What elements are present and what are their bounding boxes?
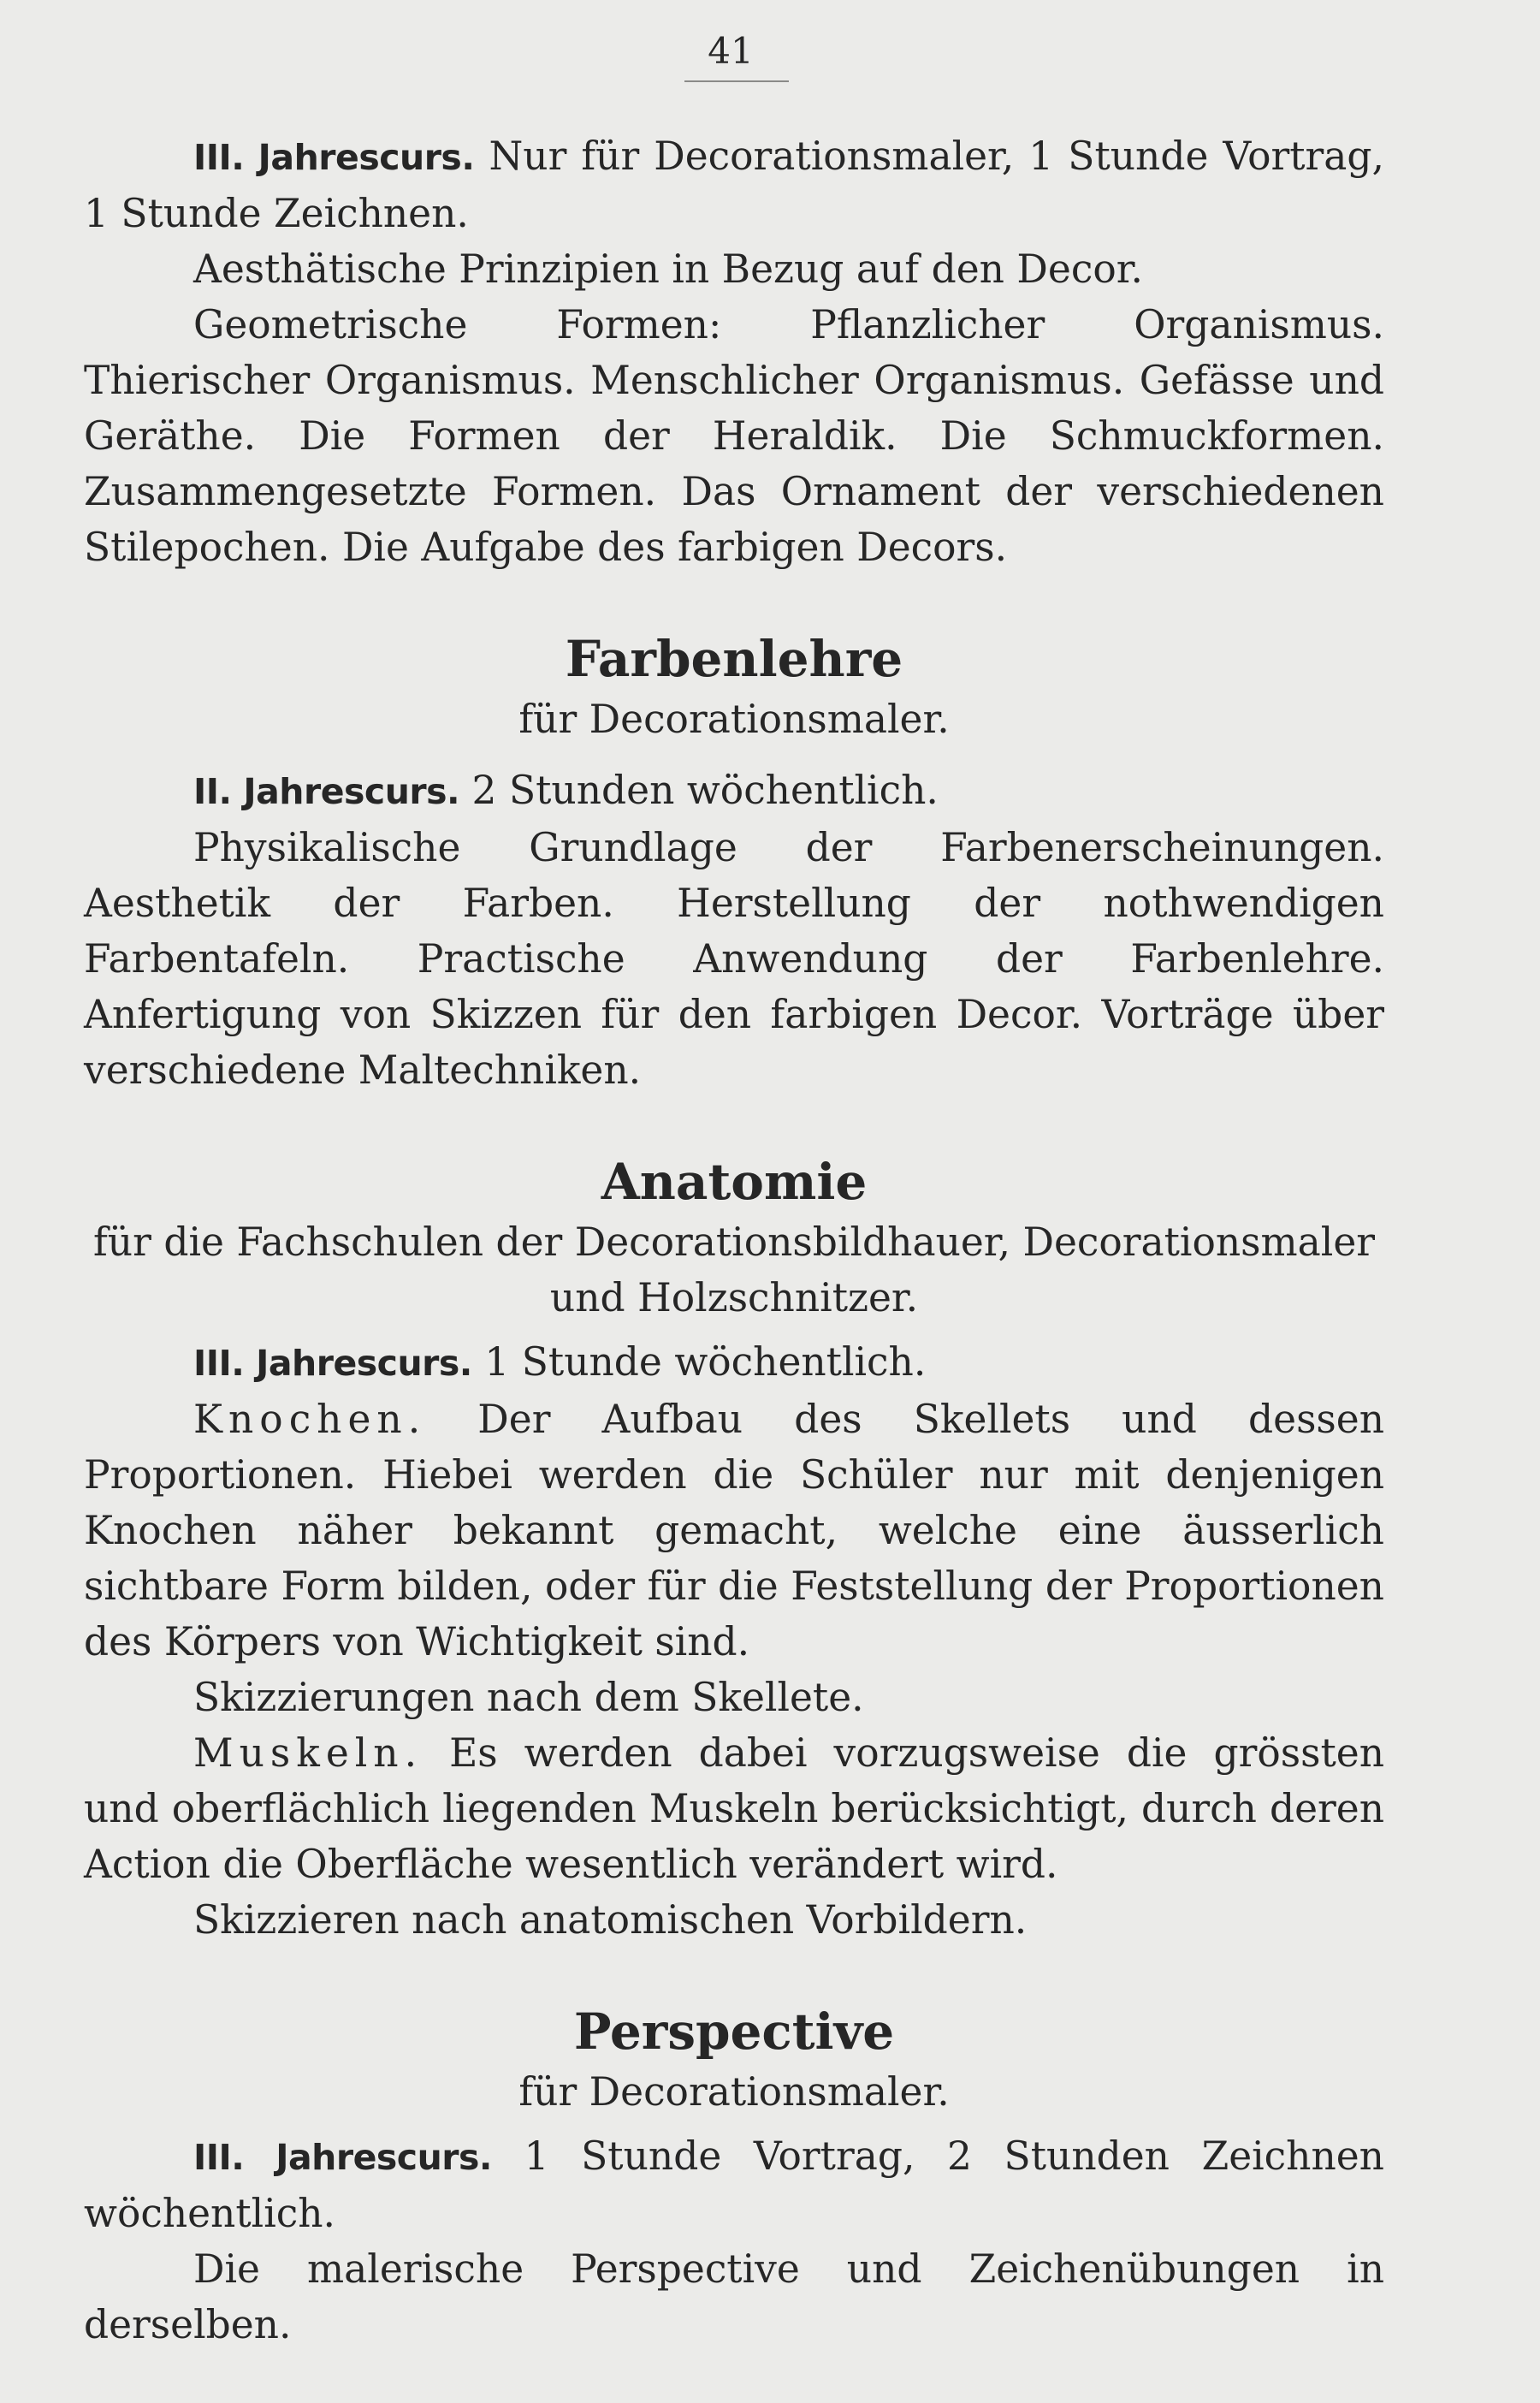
section-subheading-perspective: für Decorationsmaler.	[518, 2069, 950, 2115]
section-subheading-farbenlehre: für Decorationsmaler.	[518, 697, 950, 742]
paragraph-knochen	[84, 1391, 1384, 1670]
section-heading-farbenlehre: Farbenlehre	[565, 630, 903, 688]
paragraph-farbenlehre-content: Physikalische Grundlage der Farbenerscheinungen. Aesthetik der Farben. Herstellung der nothwendigen Farbentafeln. Practische Anwendung der Farbenlehre. Anfertigung von Skizzen für den farbigen Decor. Vorträge über verschiedene Maltechniken.	[84, 825, 1384, 1093]
course-line-decor	[84, 128, 1384, 241]
course-label: III. Jahrescurs.	[193, 1343, 472, 1384]
paragraph-aesthetic-principles: Aesthätische Prinzipien in Bezug auf den Decor.	[193, 246, 1143, 292]
paragraph-perspective-content: Die malerische Perspective und Zeichenübungen in derselben.	[84, 2246, 1384, 2347]
muskeln-description: Es werden dabei vorzugsweise die grössten und oberflächlich liegenden Muskeln berücksichtigt, durch deren Action die Oberfläche wesentlich verändert wird.	[84, 1730, 1384, 1887]
paragraph-geometric-forms: Geometrische Formen: Pflanzlicher Organismus. Thierischer Organismus. Menschlicher Organismus. Gefässe und Geräthe. Die Formen der Heraldik. Die Schmuckformen. Zusammengesetzte Formen. Das Ornament der verschiedenen Stilepochen. Die Aufgabe des farbigen Decors.	[84, 302, 1384, 570]
course-description: 1 Stunde Vortrag, 2 Stunden Zeichnen wöchentlich.	[84, 2133, 1384, 2236]
section-heading-anatomie: Anatomie	[601, 1153, 868, 1211]
section-subheading-anatomie: für die Fachschulen der Decorationsbildhauer, Decorationsmaler und Holzschnitzer.	[92, 1219, 1376, 1320]
course-line-anatomie	[84, 1334, 1384, 1391]
page-number: 41	[708, 30, 754, 72]
knochen-description: Der Aufbau des Skellets und dessen Proportionen. Hiebei werden die Schüler nur mit denjenigen Knochen näher bekannt gemacht, welche eine äusserlich sichtbare Form bilden, oder für die Feststellung der Proportionen des Körpers von Wichtigkeit sind.	[84, 1397, 1384, 1664]
course-label: III. Jahrescurs.	[193, 137, 475, 178]
course-description: Nur für Decorationsmaler, 1 Stunde Vortrag, 1 Stunde Zeichnen.	[84, 134, 1384, 236]
term-knochen: Knochen.	[193, 1397, 427, 1442]
course-label: II. Jahrescurs.	[193, 771, 460, 812]
course-description: 2 Stunden wöchentlich.	[459, 768, 939, 813]
course-description: 1 Stunde wöchentlich.	[471, 1339, 927, 1385]
paragraph-skizzieren: Skizzieren nach anatomischen Vorbildern.	[193, 1897, 1028, 1943]
paragraph-muskeln	[84, 1725, 1384, 1892]
section-heading-perspective: Perspective	[573, 2002, 895, 2061]
term-muskeln: Muskeln.	[193, 1730, 424, 1776]
text-column	[84, 128, 1384, 2353]
page-number-rule	[684, 80, 789, 82]
course-label: III. Jahrescurs.	[193, 2137, 492, 2178]
course-line-perspective	[84, 2128, 1384, 2241]
paragraph-skizzierungen: Skizzierungen nach dem Skellete.	[193, 1675, 864, 1720]
course-line-farbenlehre	[84, 762, 1384, 820]
